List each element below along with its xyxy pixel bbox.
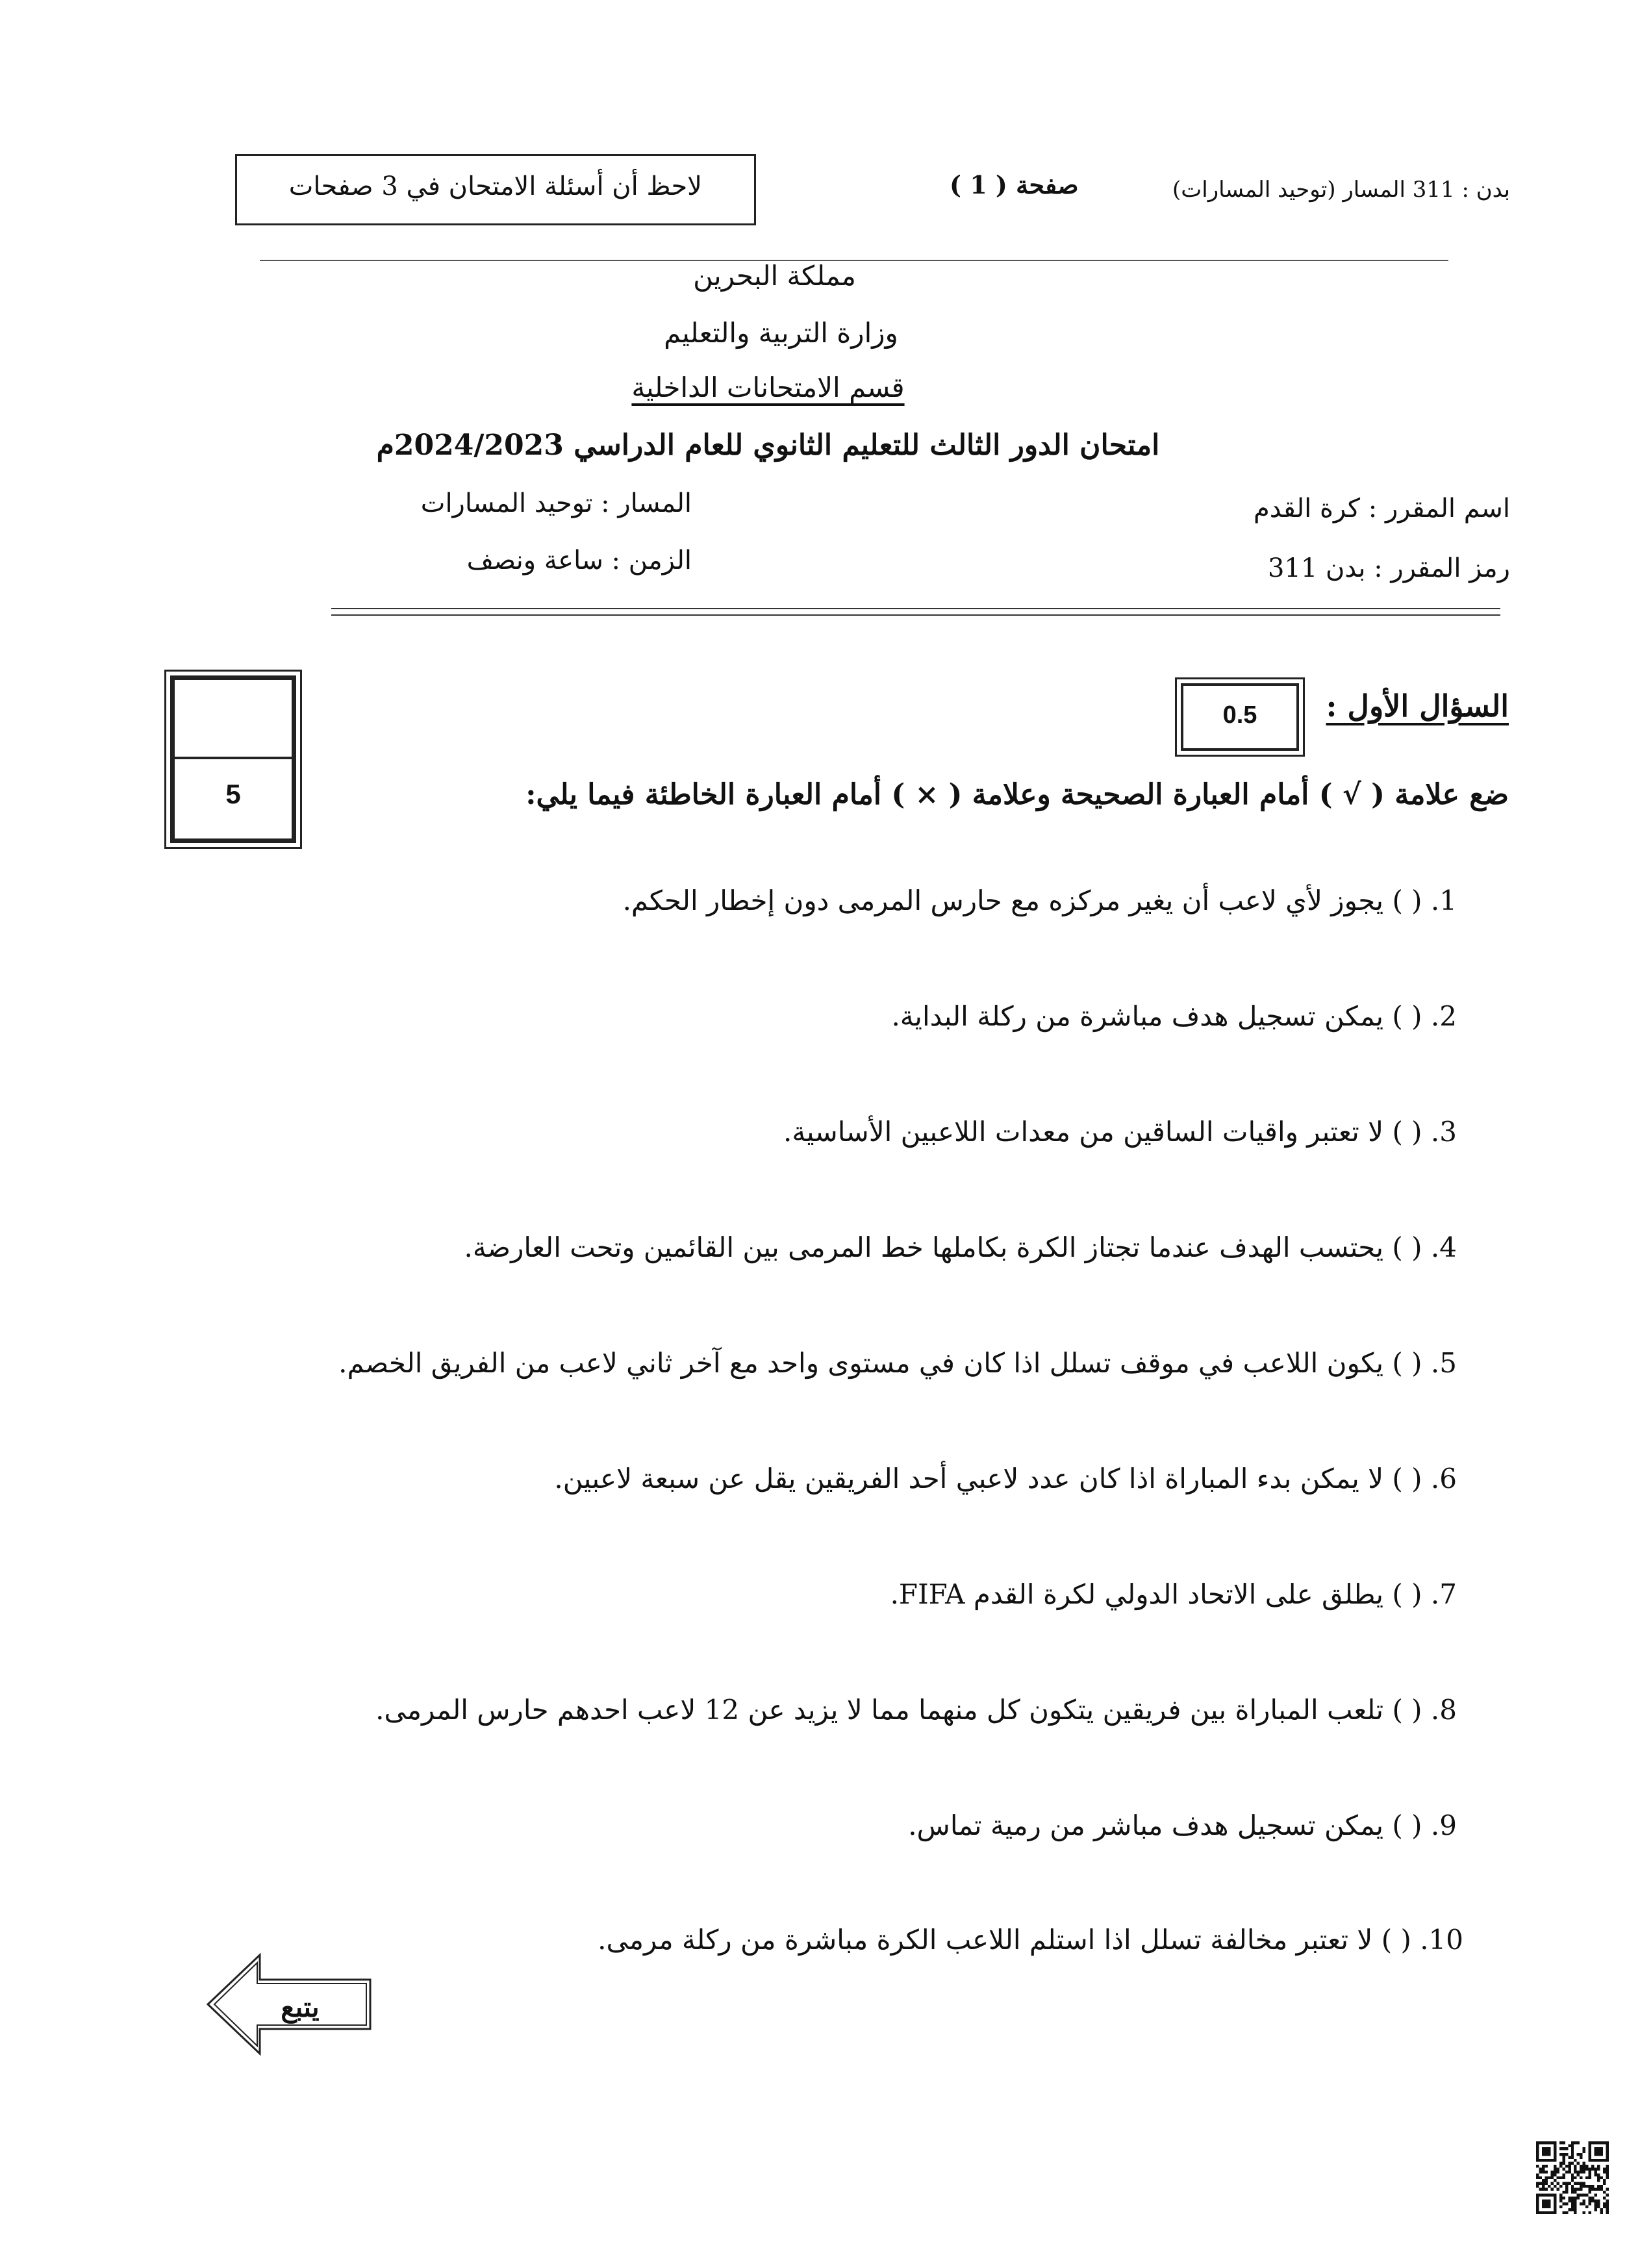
statement-item-1: 1. ( ) يجوز لأي لاعب أن يغير مركزه مع حارس المرمى دون إخطار الحكم. — [622, 885, 1457, 916]
statement-item-5: 5. ( ) يكون اللاعب في موقف تسلل اذا كان في مستوى واحد مع آخر ثاني لاعب من الفريق الخصم. — [338, 1347, 1457, 1379]
statement-item-4: 4. ( ) يحتسب الهدف عندما تجتاز الكرة بكاملها خط المرمى بين القائمين وتحت العارضة. — [464, 1231, 1457, 1263]
kingdom-name: مملكة البحرين — [693, 260, 856, 292]
statement-item-10: 10. ( ) لا تعتبر مخالفة تسلل اذا استلم اللاعب الكرة مباشرة من ركلة مرمى. — [598, 1924, 1463, 1956]
page-number: صفحة ( 1 ) — [950, 170, 1079, 199]
exam-pages-note: لاحظ أن أسئلة الامتحان في 3 صفحات — [288, 171, 702, 201]
statement-item-6: 6. ( ) لا يمكن بدء المباراة اذا كان عدد لاعبي أحد الفريقين يقل عن سبعة لاعبين. — [554, 1463, 1457, 1494]
exam-duration: الزمن : ساعة ونصف — [466, 546, 692, 575]
exam-title: امتحان الدور الثالث للتعليم الثانوي للعام الدراسي 2024/2023م — [376, 429, 1160, 462]
question-mark-box — [1181, 683, 1299, 751]
statement-item-9: 9. ( ) يمكن تسجيل هدف مباشر من رمية تماس. — [908, 1809, 1457, 1841]
course-name: اسم المقرر : كرة القدم — [1254, 494, 1510, 523]
statement-item-8: 8. ( ) تلعب المباراة بين فريقين يتكون كل منهما مما لا يزيد عن 12 لاعب احدهم حارس المرمى. — [375, 1694, 1457, 1726]
statement-item-7: 7. ( ) يطلق على الاتحاد الدولي لكرة القدم FIFA. — [890, 1578, 1457, 1610]
ministry-name: وزارة التربية والتعليم — [664, 317, 898, 349]
score-total: 5 — [225, 779, 241, 809]
question-instruction: ضع علامة ( √ ) أمام العبارة الصحيحة وعلامة ( × ) أمام العبارة الخاطئة فيما يلي: — [525, 778, 1509, 811]
course-track: المسار : توحيد المسارات — [420, 488, 692, 518]
department-name — [0, 372, 1582, 403]
statement-item-2: 2. ( ) يمكن تسجيل هدف مباشرة من ركلة البداية. — [891, 1000, 1457, 1032]
double-divider — [331, 608, 1500, 616]
statement-item-3: 3. ( ) لا تعتبر واقيات الساقين من معدات اللاعبين الأساسية. — [783, 1116, 1457, 1148]
score-box — [170, 675, 296, 843]
qr-code-icon — [1536, 2141, 1609, 2214]
exam-pages-note-box — [235, 154, 756, 225]
course-code: رمز المقرر : بدن 311 — [1267, 553, 1510, 583]
department-name-text: قسم الامتحانات الداخلية — [631, 372, 905, 403]
question-mark: 0.5 — [1222, 701, 1257, 729]
course-reference: بدن : 311 المسار (توحيد المسارات) — [1172, 177, 1510, 203]
question-title — [1326, 688, 1509, 724]
continue-label: يتبع — [281, 1991, 320, 2023]
score-box-divider — [175, 757, 292, 759]
question-title-text: السؤال الأول : — [1326, 688, 1509, 724]
